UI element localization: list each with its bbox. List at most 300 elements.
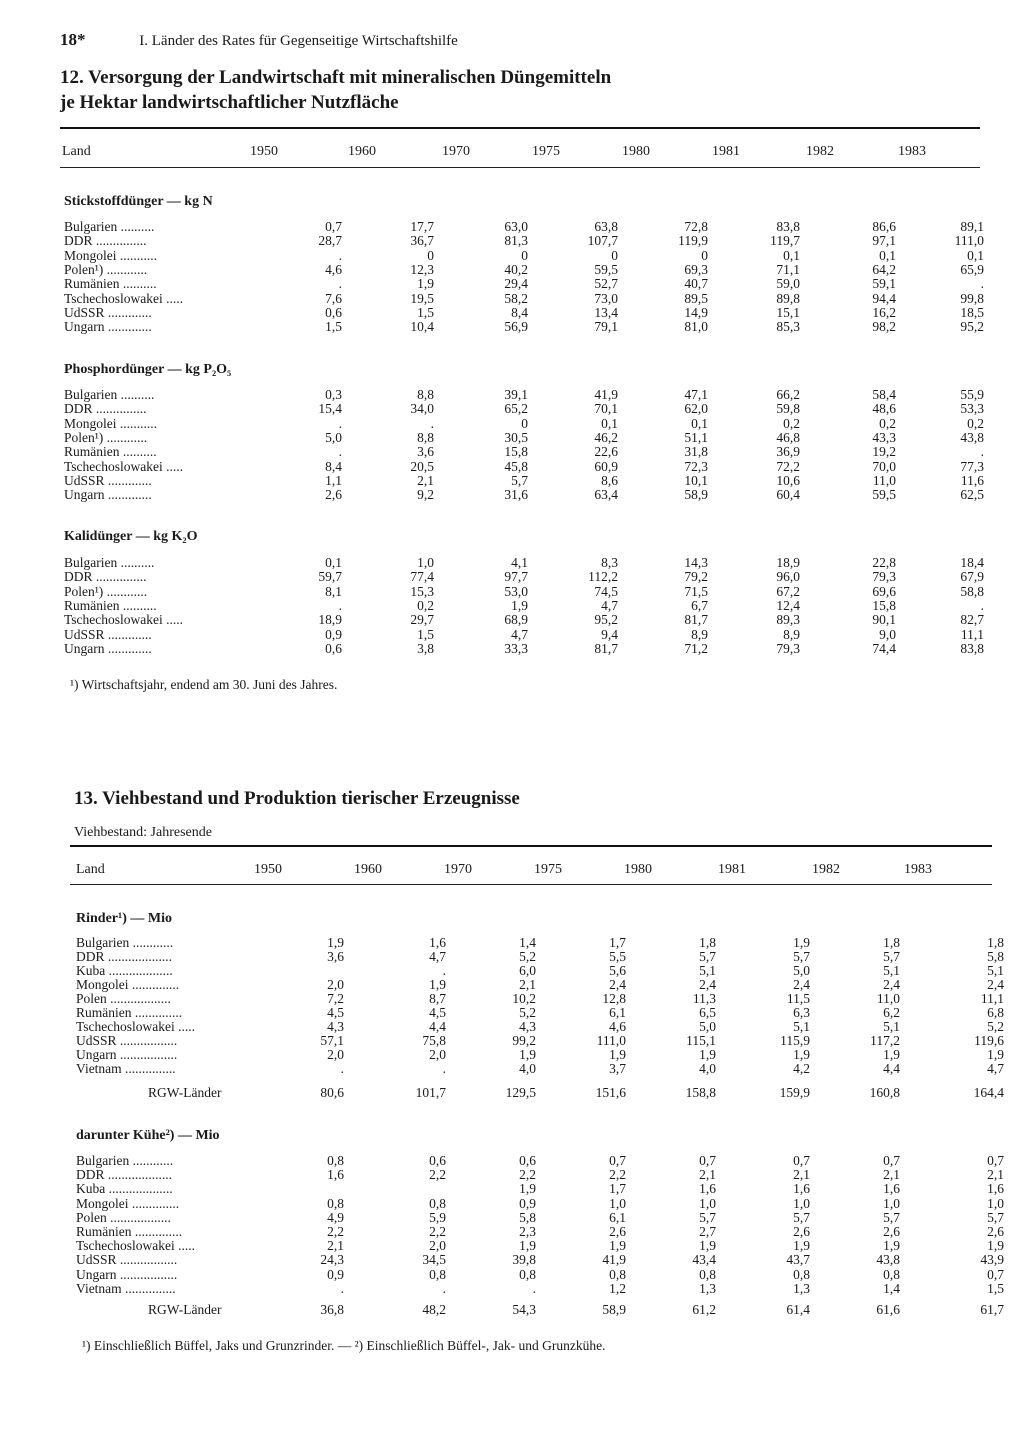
table-row [76,992,1024,1006]
cell-1983: . [980,444,984,460]
cell-1981: 0,7 [793,1153,810,1168]
table-row [64,306,1024,320]
year-header-1975: 1975 [534,862,562,877]
cell-1970: 39,8 [512,1252,536,1268]
page-number: 18* [60,30,86,49]
cell-1980: 1,3 [699,1280,716,1296]
cell-1960: 2,0 [429,1047,446,1062]
cell-1981: 159,9 [779,1085,810,1100]
cell-1975: 3,7 [609,1061,626,1076]
country-label: UdSSR ................. [76,1252,178,1268]
country-label: Ungarn ................. [76,1047,178,1062]
cell-1960: 2,0 [429,1238,446,1254]
cell-1982: 59,5 [872,487,896,503]
table-row [76,1282,1024,1296]
cell-1975: 111,0 [596,1033,626,1048]
table-row [76,1048,1024,1062]
table-row [64,570,1024,584]
cell-1950: 8,4 [325,458,342,474]
cell-1980: 71,2 [684,640,708,656]
cell-1980: 61,2 [692,1302,716,1317]
cell-1983: 2,4 [987,977,1004,992]
total-label: RGW-Länder [148,1302,222,1317]
cell-1960: 101,7 [415,1085,446,1100]
cell-1983: 95,2 [960,319,984,335]
cell-1980: 2,7 [699,1224,716,1239]
total-row [76,1303,1024,1317]
cell-1975: 1,7 [609,1181,626,1197]
cell-1975: 0,1 [601,415,618,431]
country-label: Polen .................. [76,1209,171,1225]
cell-1981: 5,0 [793,963,810,978]
country-label: Mongolei ........... [64,415,157,431]
cell-1982: 15,8 [872,597,896,613]
cell-1970: 6,0 [519,963,536,978]
cell-1983: 1,9 [987,1238,1004,1254]
cell-1960: 1,9 [429,977,446,992]
cell-1960: 9,2 [417,487,434,503]
cell-1975: 1,0 [609,1195,626,1211]
cell-1975: 6,1 [609,1209,626,1225]
cell-1975: 22,6 [594,444,618,460]
cell-1960: 77,4 [410,569,434,585]
cell-1975: 8,3 [601,555,618,570]
cell-1983: 1,6 [987,1181,1004,1197]
year-header-1983: 1983 [904,862,932,877]
table-row [64,613,1024,627]
year-header-1980: 1980 [622,144,650,159]
table13-footnote: ¹) Einschließlich Büffel, Jaks und Grunzrinder. — ²) Einschließlich Büffel-, Jak- und Grunzkühe. [82,1338,606,1353]
country-label: Bulgarien ............ [76,935,174,950]
cell-1950: 4,3 [327,1019,344,1034]
cell-1960: 8,8 [417,429,434,445]
cell-1950: 2,6 [325,487,342,503]
section-title: Kalidünger — kg K₂O [64,529,198,544]
cell-1960: 34,0 [410,401,434,417]
country-label: UdSSR ............. [64,472,152,488]
cell-1975: 52,7 [594,276,618,292]
section-title: Stickstoffdünger — kg N [64,194,213,209]
cell-1980: 51,1 [684,429,708,445]
cell-1982: 74,4 [872,640,896,656]
cell-1950: 1,6 [327,1167,344,1183]
table-row [64,277,1024,291]
table-row [76,1154,1024,1168]
cell-1982: 79,3 [872,569,896,585]
cell-1980: 62,0 [684,401,708,417]
cell-1950: 1,5 [325,319,342,335]
cell-1950: 80,6 [320,1085,344,1100]
cell-1970: 40,2 [504,261,528,277]
cell-1981: 61,4 [786,1302,810,1317]
cell-1980: 11,3 [692,991,716,1006]
table-row [76,1239,1024,1253]
cell-1983: 4,7 [987,1061,1004,1076]
country-label: Tschechoslowakei ..... [64,612,184,628]
cell-1960: 3,8 [417,640,434,656]
cell-1983: 2,1 [987,1167,1004,1183]
cell-1960: . [442,1061,446,1076]
country-label: Mongolei ........... [64,247,157,263]
cell-1981: 89,8 [776,290,800,306]
cell-1970: 53,0 [504,583,528,599]
table-row [76,1268,1024,1282]
cell-1975: 63,8 [594,219,618,234]
country-label: DDR ................... [76,949,173,964]
cell-1960: . [442,963,446,978]
cell-1970: 54,3 [512,1302,536,1317]
country-label: Kuba ................... [76,963,173,978]
cell-1975: 79,1 [594,319,618,335]
cell-1983: 2,6 [987,1224,1004,1239]
cell-1982: 90,1 [872,612,896,628]
cell-1970: 45,8 [504,458,528,474]
cell-1970: 31,6 [504,487,528,503]
country-label: Ungarn ............. [64,640,152,656]
cell-1975: 4,6 [609,1019,626,1034]
country-label: Polen¹) ............ [64,261,148,277]
table-row [64,445,1024,459]
table-row [76,1211,1024,1225]
cell-1983: 99,8 [960,290,984,306]
table12-top-rule [60,127,980,129]
cell-1981: 10,6 [776,472,800,488]
cell-1983: 55,9 [960,387,984,402]
cell-1975: 8,6 [601,472,618,488]
cell-1983: 11,1 [980,991,1004,1006]
total-row [76,1086,1024,1100]
cell-1983: 119,6 [974,1033,1004,1048]
cell-1950: 36,8 [320,1302,344,1317]
cell-1983: 5,1 [987,963,1004,978]
cell-1975: 2,4 [609,977,626,992]
cell-1975: 2,2 [609,1167,626,1183]
cell-1960: 0,8 [429,1266,446,1282]
cell-1981: 1,9 [793,935,810,950]
cell-1983: 0,7 [987,1153,1004,1168]
cell-1970: 4,7 [511,626,528,642]
cell-1981: 5,7 [793,1209,810,1225]
cell-1981: 60,4 [776,487,800,503]
year-header-1982: 1982 [806,144,834,159]
cell-1950: 28,7 [318,233,342,249]
cell-1983: 43,8 [960,429,984,445]
year-header-1950: 1950 [254,862,282,877]
cell-1950: 7,6 [325,290,342,306]
country-label: UdSSR ................. [76,1033,178,1048]
cell-1970: 63,0 [504,219,528,234]
cell-1950: 0,1 [325,555,342,570]
year-header-1981: 1981 [718,862,746,877]
year-header-1975: 1975 [532,144,560,159]
cell-1981: 59,0 [776,276,800,292]
country-label: Bulgarien .......... [64,555,155,570]
cell-1960: 2,2 [429,1167,446,1183]
cell-1950: 0,8 [327,1195,344,1211]
table-row [64,320,1024,334]
cell-1975: 0,7 [609,1153,626,1168]
cell-1970: 10,2 [512,991,536,1006]
cell-1980: 69,3 [684,261,708,277]
cell-1970: 1,4 [519,935,536,950]
cell-1981: 12,4 [776,597,800,613]
cell-1981: 1,9 [793,1047,810,1062]
cell-1950: 7,2 [327,991,344,1006]
page-header [60,30,458,50]
cell-1981: 67,2 [776,583,800,599]
cell-1960: 0,8 [429,1195,446,1211]
cell-1981: 85,3 [776,319,800,335]
cell-1960: 1,0 [417,555,434,570]
cell-1983: 89,1 [960,219,984,234]
cell-1970: 30,5 [504,429,528,445]
cell-1981: 89,3 [776,612,800,628]
cell-1975: 81,7 [594,640,618,656]
cell-1970: 0,9 [519,1195,536,1211]
cell-1980: 0 [701,247,708,263]
cell-1981: 96,0 [776,569,800,585]
cell-1980: 0,7 [699,1153,716,1168]
cell-1960: 8,7 [429,991,446,1006]
cell-1982: 160,8 [869,1085,900,1100]
cell-1981: 43,7 [786,1252,810,1268]
cell-1970: 81,3 [504,233,528,249]
cell-1980: 5,7 [699,1209,716,1225]
cell-1975: 0,8 [609,1266,626,1282]
cell-1982: 58,4 [872,387,896,402]
cell-1970: 5,8 [519,1209,536,1225]
cell-1980: 5,1 [699,963,716,978]
cell-1975: 1,9 [609,1238,626,1254]
year-header-1960: 1960 [354,862,382,877]
country-label: Mongolei .............. [76,977,180,992]
cell-1950: 2,1 [327,1238,344,1254]
table-row [76,1225,1024,1239]
cell-1980: 71,5 [684,583,708,599]
cell-1982: 1,6 [883,1181,900,1197]
cell-1982: 117,2 [870,1033,900,1048]
cell-1980: 14,9 [684,304,708,320]
country-label: Tschechoslowakei ..... [64,458,184,474]
cell-1970: 0 [521,247,528,263]
cell-1981: 0,1 [783,247,800,263]
cell-1950: . [338,276,342,292]
table-row [76,964,1024,978]
country-label: Vietnam ............... [76,1280,176,1296]
cell-1980: 1,6 [699,1181,716,1197]
cell-1982: 19,2 [872,444,896,460]
cell-1950: . [338,444,342,460]
cell-1982: 16,2 [872,304,896,320]
table-row [76,1006,1024,1020]
cell-1982: 11,0 [872,472,896,488]
cell-1975: 58,9 [602,1302,626,1317]
cell-1982: 0,2 [879,415,896,431]
cell-1980: 0,1 [691,415,708,431]
table-row [76,1197,1024,1211]
cell-1960: . [430,415,434,431]
country-label: DDR ............... [64,569,147,585]
cell-1982: 2,1 [883,1167,900,1183]
cell-1980: 31,8 [684,444,708,460]
year-header-1970: 1970 [444,862,472,877]
cell-1983: 1,9 [987,1047,1004,1062]
cell-1982: 11,0 [876,991,900,1006]
cell-1970: 39,1 [504,387,528,402]
cell-1982: 86,6 [872,219,896,234]
cell-1970: 56,9 [504,319,528,335]
cell-1983: 6,8 [987,1005,1004,1020]
table-row [64,628,1024,642]
cell-1950: . [340,1280,344,1296]
cell-1980: 8,9 [691,626,708,642]
cell-1980: 14,3 [684,555,708,570]
cell-1980: 1,0 [699,1195,716,1211]
cell-1983: 0,7 [987,1266,1004,1282]
cell-1950: 59,7 [318,569,342,585]
cell-1970: 1,9 [511,597,528,613]
cell-1980: 6,5 [699,1005,716,1020]
cell-1950: 0,3 [325,387,342,402]
cell-1981: 5,7 [793,949,810,964]
cell-1970: 5,2 [519,1005,536,1020]
table-row [64,556,1024,570]
cell-1983: 1,5 [987,1280,1004,1296]
cell-1980: 4,0 [699,1061,716,1076]
country-label: Rumänien .......... [64,276,157,292]
cell-1981: 36,9 [776,444,800,460]
cell-1980: 1,8 [699,935,716,950]
cell-1960: 5,9 [429,1209,446,1225]
cell-1982: 0,8 [883,1266,900,1282]
cell-1970: 129,5 [505,1085,536,1100]
cell-1970: 97,7 [504,569,528,585]
cell-1981: 5,1 [793,1019,810,1034]
cell-1950: 0,9 [325,626,342,642]
cell-1980: 43,4 [692,1252,716,1268]
cell-1975: 46,2 [594,429,618,445]
cell-1982: 5,1 [883,1019,900,1034]
cell-1983: 82,7 [960,612,984,628]
cell-1982: 2,6 [883,1224,900,1239]
cell-1960: 2,2 [429,1224,446,1239]
cell-1960: 4,5 [429,1005,446,1020]
cell-1975: 73,0 [594,290,618,306]
cell-1950: 24,3 [320,1252,344,1268]
table-row [64,402,1024,416]
table-row [64,460,1024,474]
cell-1980: 5,7 [699,949,716,964]
cell-1980: 115,1 [686,1033,716,1048]
table13-header-rule [70,884,992,885]
cell-1980: 0,8 [699,1266,716,1282]
cell-1975: 4,7 [601,597,618,613]
cell-1981: 2,1 [793,1167,810,1183]
cell-1970: 1,9 [519,1047,536,1062]
cell-1950: 4,5 [327,1005,344,1020]
cell-1950: 2,0 [327,1047,344,1062]
country-label: Ungarn ............. [64,487,152,503]
column-label-land: Land [76,862,105,877]
cell-1980: 89,5 [684,290,708,306]
table13-subtitle: Viehbestand: Jahresende [74,825,212,840]
cell-1983: 62,5 [960,487,984,503]
cell-1975: 59,5 [594,261,618,277]
cell-1970: 5,7 [511,472,528,488]
cell-1950: 4,9 [327,1209,344,1225]
cell-1950: . [338,597,342,613]
cell-1980: 1,9 [699,1047,716,1062]
cell-1960: 75,8 [422,1033,446,1048]
cell-1981: 15,1 [776,304,800,320]
cell-1981: 2,6 [793,1224,810,1239]
cell-1970: 0 [521,415,528,431]
country-label: Rumänien .............. [76,1005,183,1020]
year-header-1970: 1970 [442,144,470,159]
cell-1975: 5,5 [609,949,626,964]
country-label: Ungarn ............. [64,319,152,335]
cell-1975: 2,6 [609,1224,626,1239]
cell-1950: 0,7 [325,219,342,234]
cell-1975: 13,4 [594,304,618,320]
cell-1982: 1,9 [883,1238,900,1254]
cell-1970: 33,3 [504,640,528,656]
cell-1983: 43,9 [980,1252,1004,1268]
country-label: Rumänien .......... [64,597,157,613]
cell-1960: . [442,1280,446,1296]
table-row [76,1062,1024,1076]
table12-title-line2: je Hektar landwirtschaftlicher Nutzfläche [60,92,399,113]
section-title: Rinder¹) — Mio [76,911,172,926]
cell-1982: 1,8 [883,935,900,950]
cell-1983: 1,0 [987,1195,1004,1211]
cell-1981: 1,3 [793,1280,810,1296]
cell-1975: 41,9 [602,1252,626,1268]
cell-1983: 77,3 [960,458,984,474]
cell-1983: 67,9 [960,569,984,585]
table13-title: 13. Viehbestand und Produktion tierischer Erzeugnisse [74,788,520,809]
table-row [76,1253,1024,1267]
cell-1970: 0,8 [519,1266,536,1282]
cell-1970: 2,2 [519,1167,536,1183]
cell-1981: 1,6 [793,1181,810,1197]
cell-1975: 60,9 [594,458,618,474]
cell-1950: . [340,1061,344,1076]
cell-1950: 8,1 [325,583,342,599]
cell-1980: 81,0 [684,319,708,335]
country-label: Bulgarien ............ [76,1153,174,1168]
cell-1980: 40,7 [684,276,708,292]
cell-1982: 1,9 [883,1047,900,1062]
cell-1981: 11,5 [786,991,810,1006]
table-row [64,599,1024,613]
cell-1982: 22,8 [872,555,896,570]
country-label: Bulgarien .......... [64,387,155,402]
cell-1983: 0,2 [967,415,984,431]
cell-1970: 68,9 [504,612,528,628]
cell-1970: 4,0 [519,1061,536,1076]
table-row [76,978,1024,992]
cell-1982: 97,1 [872,233,896,249]
cell-1982: 59,1 [872,276,896,292]
table-row [64,249,1024,263]
cell-1981: 2,4 [793,977,810,992]
cell-1960: 8,8 [417,387,434,402]
cell-1980: 158,8 [685,1085,716,1100]
cell-1983: 18,4 [960,555,984,570]
cell-1960: 20,5 [410,458,434,474]
cell-1975: 74,5 [594,583,618,599]
